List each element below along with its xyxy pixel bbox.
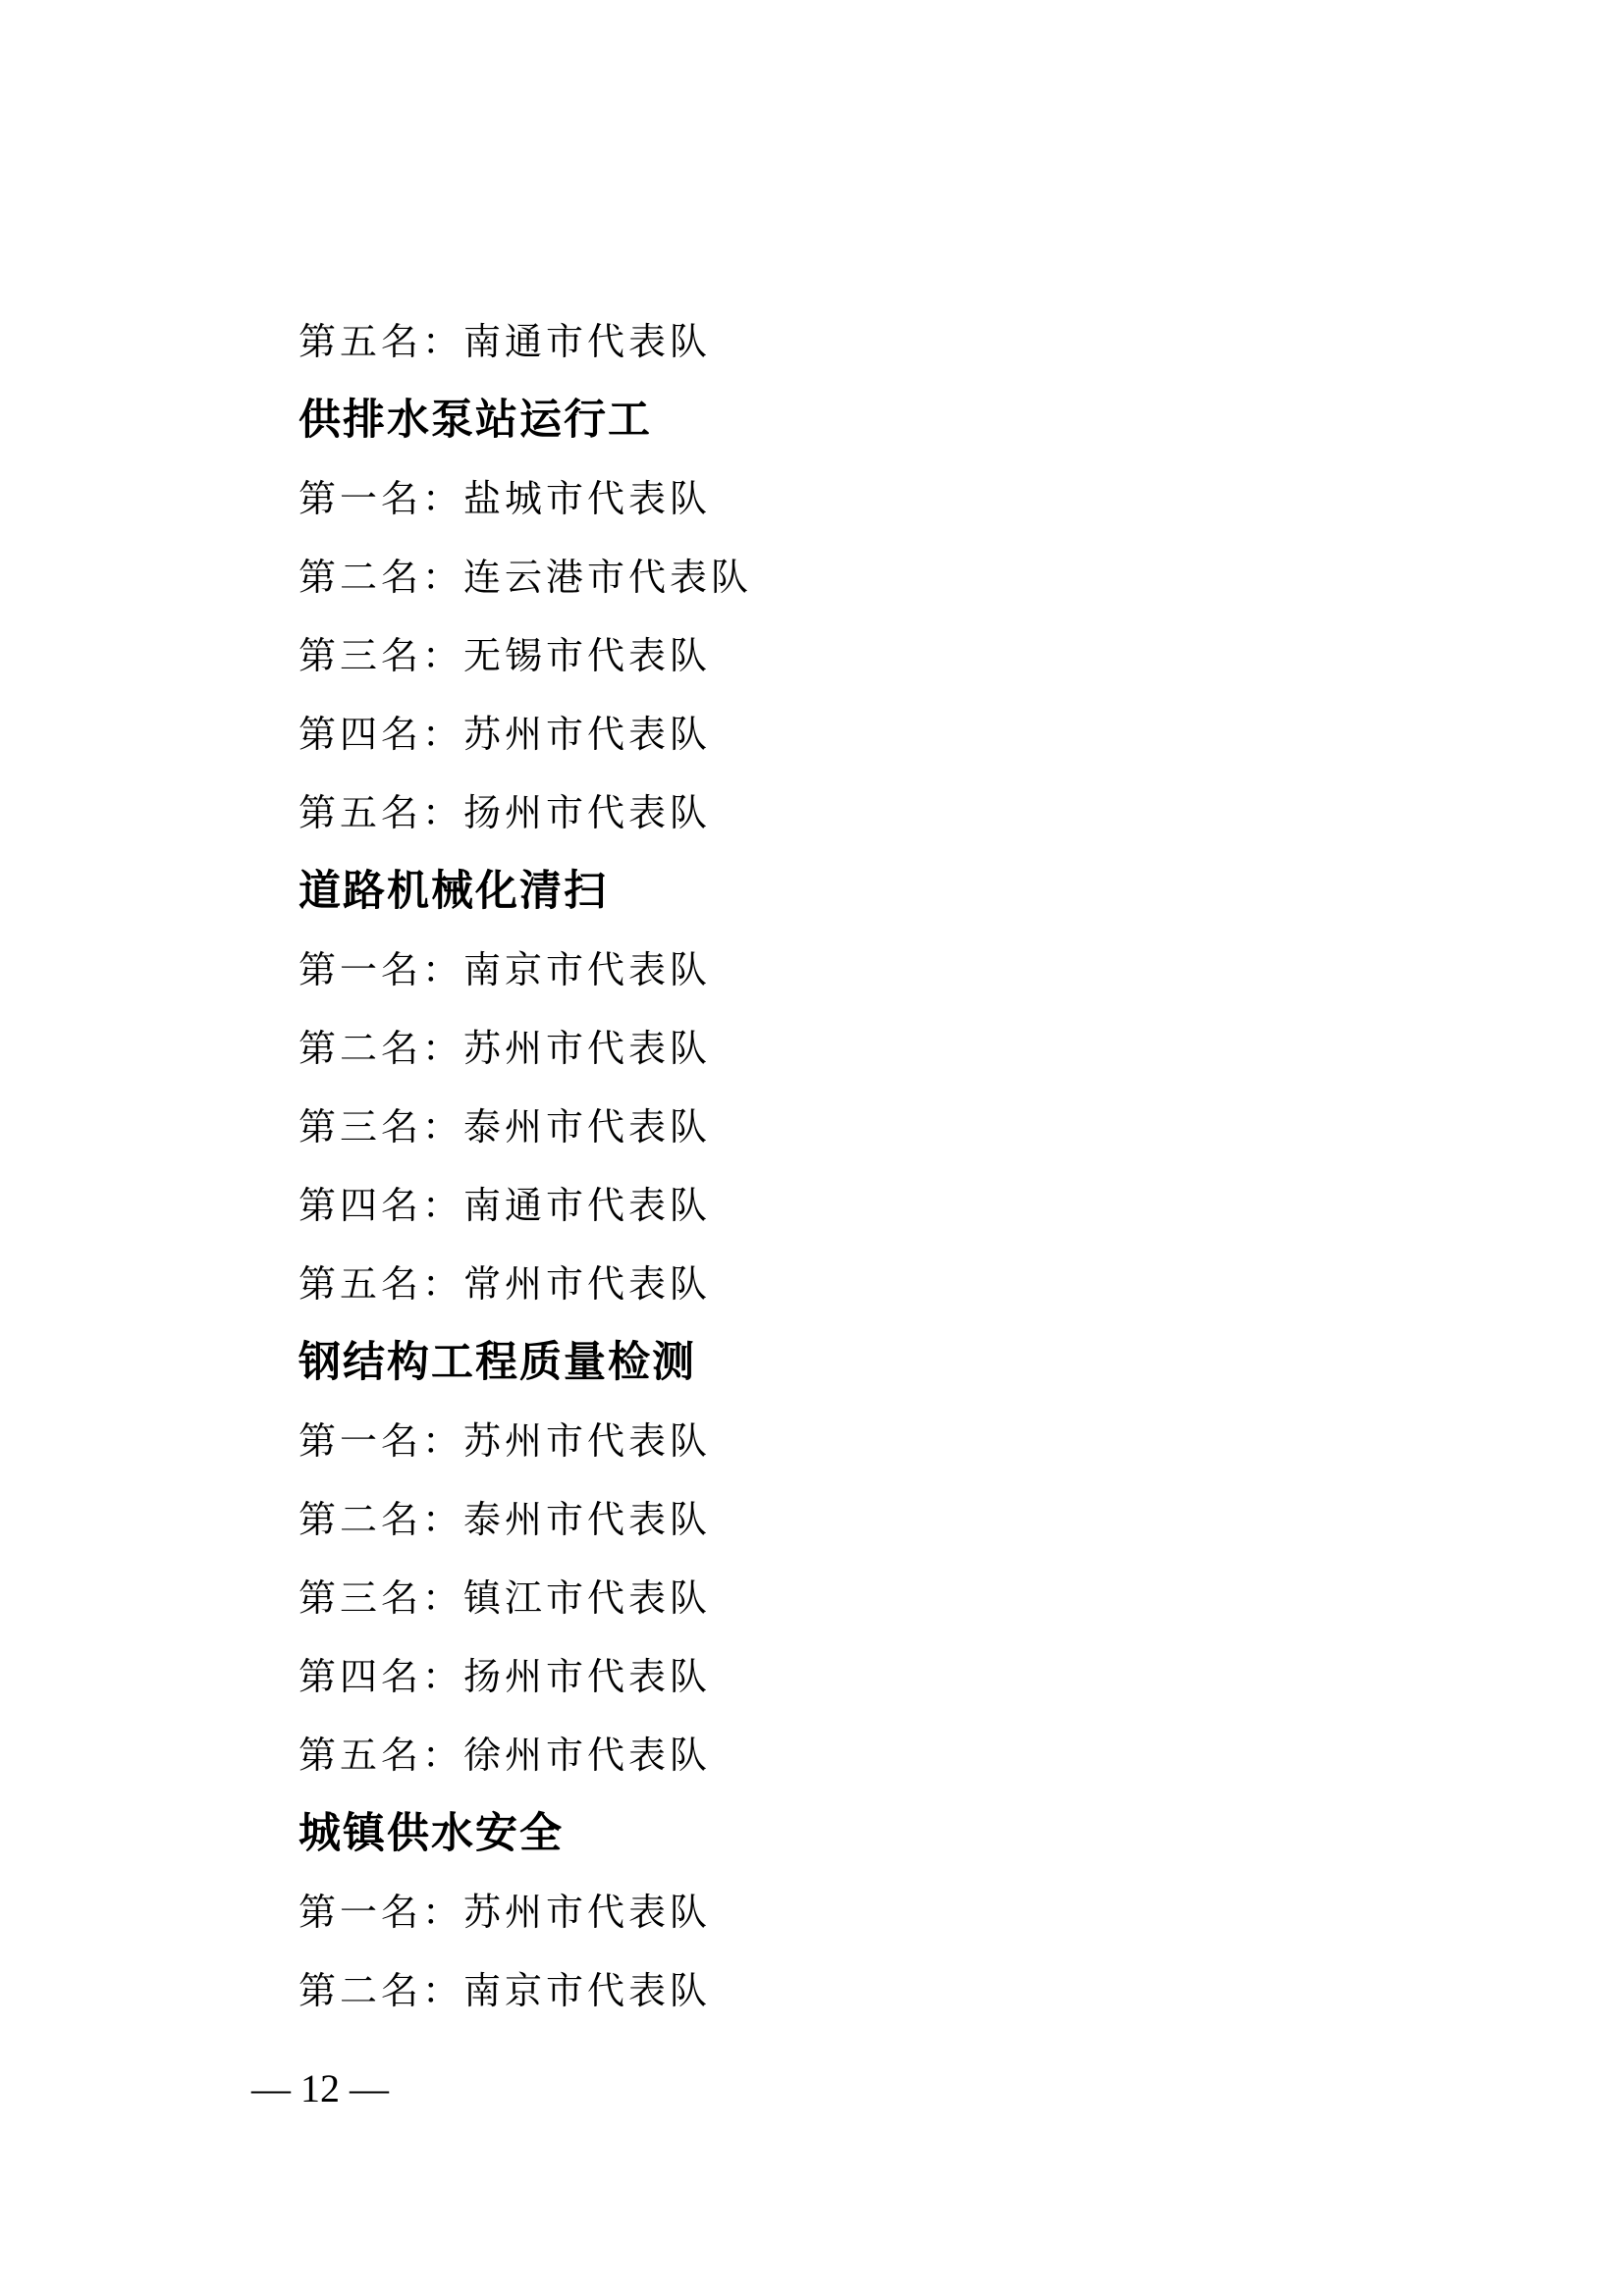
rank-line: 第三名：无锡市代表队 <box>298 634 712 677</box>
rank-line: 第五名：徐州市代表队 <box>298 1734 712 1777</box>
rank-line: 第二名：苏州市代表队 <box>298 1027 712 1070</box>
rank-line: 第一名：苏州市代表队 <box>298 1891 712 1934</box>
category-heading: 城镇供水安全 <box>298 1809 564 1858</box>
rank-line: 第五名：扬州市代表队 <box>298 791 712 834</box>
rank-line: 第三名：镇江市代表队 <box>298 1576 712 1620</box>
rank-line: 第一名：南京市代表队 <box>298 948 712 991</box>
rank-line: 第四名：扬州市代表队 <box>298 1655 712 1698</box>
rank-line: 第四名：南通市代表队 <box>298 1184 712 1227</box>
page-number: — 12 — <box>251 2066 389 2110</box>
category-heading: 钢结构工程质量检测 <box>298 1338 696 1387</box>
rank-line: 第五名：南通市代表队 <box>298 320 712 363</box>
rank-line: 第四名：苏州市代表队 <box>298 713 712 756</box>
rank-line: 第二名：南京市代表队 <box>298 1969 712 2012</box>
rank-line: 第三名：泰州市代表队 <box>298 1105 712 1148</box>
rank-line: 第二名：连云港市代表队 <box>298 556 753 599</box>
rank-line: 第二名：泰州市代表队 <box>298 1498 712 1541</box>
ranking-list <box>298 302 1379 2030</box>
rank-line: 第一名：苏州市代表队 <box>298 1419 712 1463</box>
category-heading: 供排水泵站运行工 <box>298 396 652 445</box>
category-heading: 道路机械化清扫 <box>298 867 608 916</box>
rank-line: 第一名：盐城市代表队 <box>298 477 712 520</box>
rank-line: 第五名：常州市代表队 <box>298 1262 712 1306</box>
